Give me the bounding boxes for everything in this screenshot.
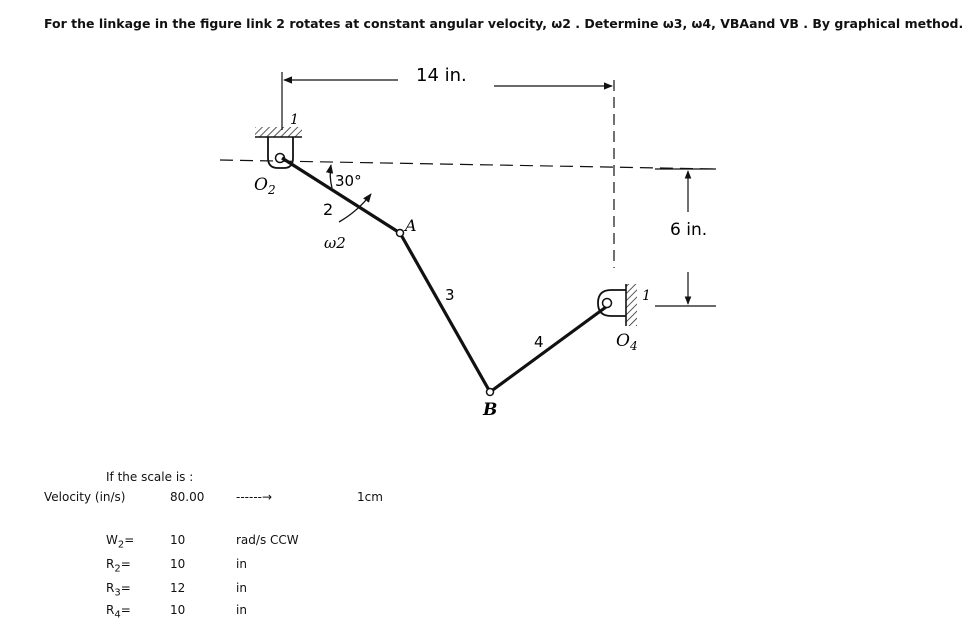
joint-b <box>487 389 494 396</box>
pivot-o2-label: $O_2$ <box>254 175 276 197</box>
ground-o4 <box>598 284 651 353</box>
link-3-label: 3 <box>445 286 455 304</box>
scale-length: 1cm <box>357 490 383 504</box>
angle-arc <box>330 165 332 188</box>
param-label: $R_2=$ <box>106 557 131 575</box>
dim-6in-label: 6 in. <box>670 220 708 240</box>
dim-14in-label: 14 in. <box>416 65 467 86</box>
joint-b-label: B <box>483 400 498 420</box>
param-label: $W_2=$ <box>106 533 135 551</box>
param-value: 10 <box>170 603 186 617</box>
ground-o2 <box>254 112 302 197</box>
ground-hatch-left <box>255 127 302 137</box>
param-value: 12 <box>170 581 186 595</box>
ground-hatch-right <box>626 284 637 326</box>
link-4 <box>490 307 606 392</box>
links <box>282 158 606 396</box>
link-2 <box>282 158 400 233</box>
param-unit: in <box>236 603 247 617</box>
param-unit: in <box>236 581 247 595</box>
problem-statement: For the linkage in the figure link 2 rotates at constant angular velocity, ω2 . Determine ω3, ω4, VBAand VB . By graphical method. <box>44 16 963 31</box>
ground-label-1-left: 1 <box>290 112 299 128</box>
angle-30-label: 30° <box>335 172 362 190</box>
param-value: 10 <box>170 533 186 547</box>
velocity-label: Velocity (in/s) <box>44 490 126 504</box>
param-label: $R_4=$ <box>106 603 131 621</box>
joint-a <box>397 230 404 237</box>
param-unit: rad/s CCW <box>236 533 299 547</box>
dimension-vertical <box>655 169 716 306</box>
omega2-label: ω2 <box>324 234 346 252</box>
link-4-label: 4 <box>534 333 544 351</box>
scale-arrow: ------→ <box>236 490 273 504</box>
param-value: 10 <box>170 557 186 571</box>
pivot-o4 <box>603 299 612 308</box>
link-3 <box>400 233 490 392</box>
param-label: $R_3=$ <box>106 581 131 599</box>
param-unit: in <box>236 557 247 571</box>
joint-a-label: A <box>405 216 417 235</box>
velocity-scale-value: 80.00 <box>170 490 205 504</box>
pivot-o4-label: $O_4$ <box>616 331 638 353</box>
scale-heading: If the scale is : <box>106 470 194 484</box>
link-2-label: 2 <box>323 200 334 219</box>
ground-label-1-right: 1 <box>642 288 651 304</box>
